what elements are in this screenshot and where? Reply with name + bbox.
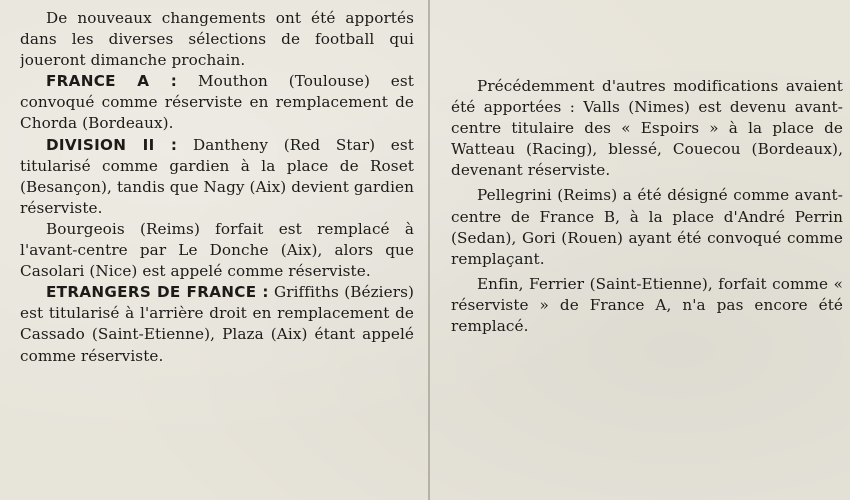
paragraph-text: Dantheny (Red Star) est titularisé comme gardien à la place de Roset (Besançon), tandis que Nagy (Aix) devient gardien réserviste. [20, 135, 414, 217]
section-heading-etrangers: ETRANGERS DE FRANCE : [46, 283, 269, 302]
article-column-left [20, 8, 414, 500]
article-paragraph-pellegrini [451, 185, 843, 269]
article-paragraph-division-ii [20, 135, 414, 219]
paragraph-text: Mouthon (Toulouse) est convoqué comme réserviste en remplacement de Chorda (Bordeaux). [20, 72, 414, 133]
section-heading-division-ii: DIVISION II : [46, 135, 178, 154]
paragraph-text: Bourgeois (Reims) forfait est remplacé à l'avant-centre par Le Donche (Aix), alors que Casolari (Nice) est appelé comme réserviste. [20, 219, 414, 281]
article-paragraph-intro [20, 8, 414, 71]
paragraph-text: De nouveaux changements ont été apportés dans les diverses sélections de football qui joueront dimanche prochain. [20, 9, 414, 70]
paragraph-text: Pellegrini (Reims) a été désigné comme avant-centre de France B, à la place d'André Perrin (Sedan), Gori (Rouen) ayant été convoqué comme remplaçant. [451, 186, 843, 268]
paragraph-text: Enfin, Ferrier (Saint-Etienne), forfait comme « réserviste » de France A, n'a pas encore été remplacé. [451, 274, 843, 336]
article-paragraph-ferrier [451, 274, 843, 337]
article-paragraph-france-a [20, 71, 414, 134]
article-paragraph-etrangers [20, 282, 414, 366]
paragraph-text: Griffiths (Béziers) est titularisé à l'arrière droit en remplacement de Cassado (Saint-Etienne), Plaza (Aix) étant appelé comme réserviste. [20, 283, 414, 365]
section-heading-france-a: FRANCE A : [46, 72, 178, 91]
article-paragraph-bourgeois [20, 219, 414, 282]
article-paragraph-precedemment [451, 76, 843, 181]
article-column-right [451, 72, 843, 500]
column-divider [428, 0, 430, 500]
paragraph-text: Précédemment d'autres modifications avaient été apportées : Valls (Nimes) est devenu avant-centre titulaire des « Espoirs » à la place de Watteau (Racing), blessé, Couecou (Bordeaux), devenant réserviste. [451, 77, 843, 180]
